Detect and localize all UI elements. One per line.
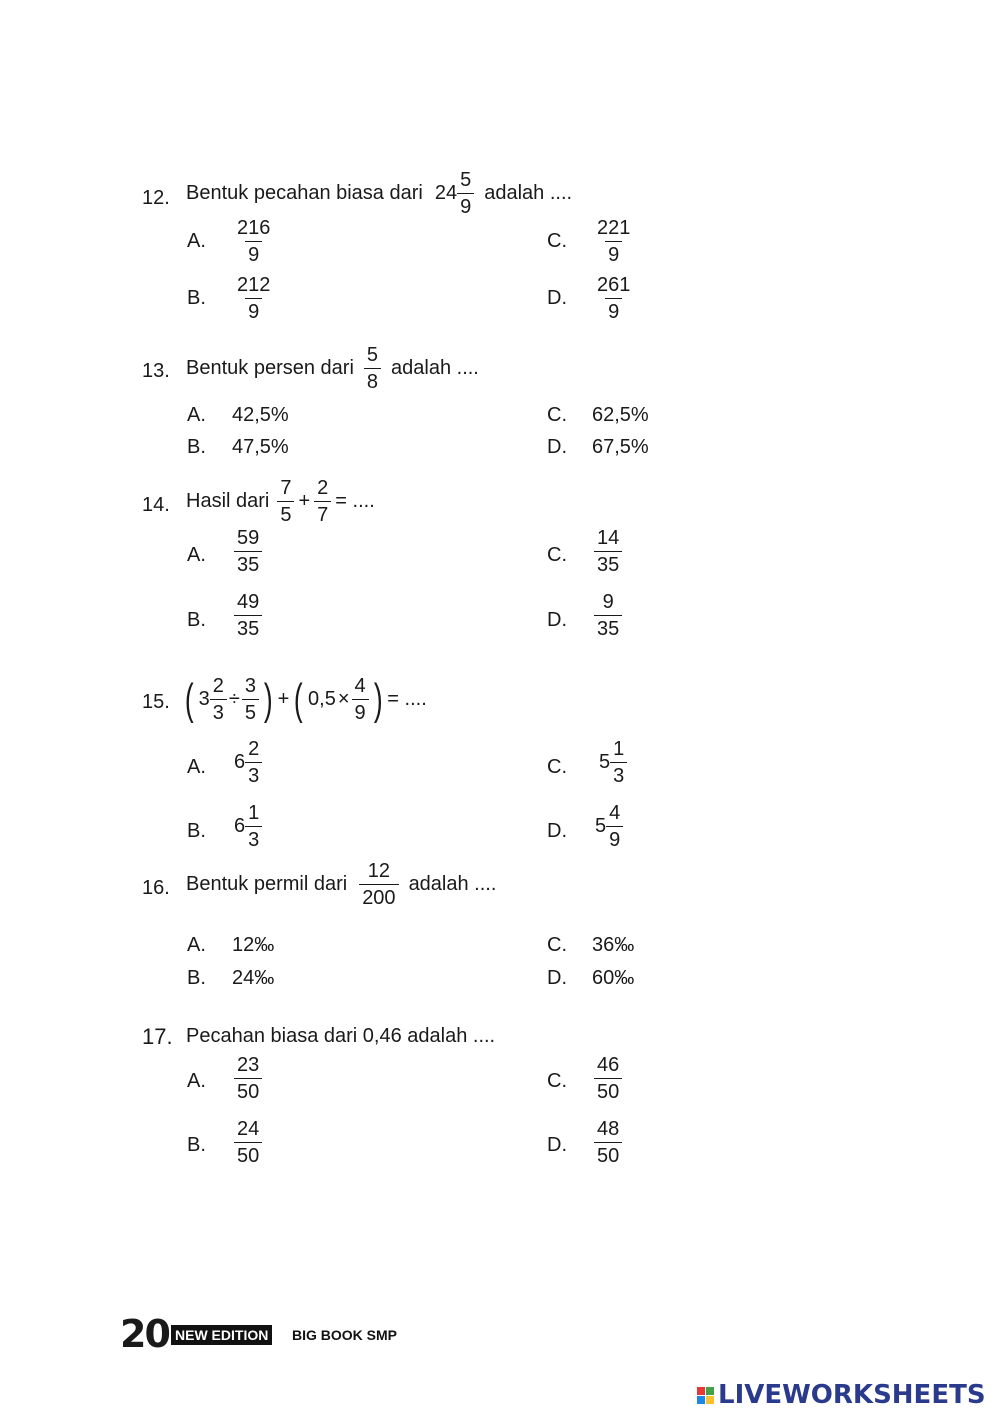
question-12-prefix: Bentuk pecahan biasa dari — [186, 182, 423, 204]
liveworksheets-text: LIVEWORKSHEETS — [718, 1380, 986, 1410]
q17-option-c-fraction[interactable]: $\frac{46}{50}$ — [594, 1055, 622, 1102]
question-15-number: 15. — [142, 691, 170, 713]
q16-option-a-letter[interactable]: A. — [187, 934, 206, 956]
edition-badge: NEW EDITION — [171, 1325, 272, 1345]
q14-option-b-fraction[interactable]: $\frac{49}{35}$ — [234, 592, 262, 639]
q17-option-c-letter[interactable]: C. — [547, 1070, 567, 1092]
question-12-number: 12. — [142, 187, 170, 209]
q16-option-d-text[interactable]: 60‰ — [592, 967, 635, 989]
question-17-number: 17. — [142, 1024, 173, 1049]
q13-option-a-letter[interactable]: A. — [187, 404, 206, 426]
q17-option-a-fraction[interactable]: $\frac{23}{50}$ — [234, 1055, 262, 1102]
q14-option-c-letter[interactable]: C. — [547, 544, 567, 566]
question-13-number: 13. — [142, 360, 170, 382]
q15-option-c-letter[interactable]: C. — [547, 756, 567, 778]
q15-option-b-letter[interactable]: B. — [187, 820, 206, 842]
q14-option-a-letter[interactable]: A. — [187, 544, 206, 566]
q14-option-d-fraction[interactable]: $\frac{9}{35}$ — [594, 592, 622, 639]
q13-option-d-text[interactable]: 67,5% — [592, 436, 649, 458]
q12-option-d-letter[interactable]: D. — [547, 287, 567, 309]
q17-option-d-letter[interactable]: D. — [547, 1134, 567, 1156]
q14-option-c-fraction[interactable]: $\frac{14}{35}$ — [594, 528, 622, 575]
liveworksheets-logo[interactable] — [697, 1380, 986, 1410]
q12-option-d-fraction[interactable]: $\frac{261}{9}$ — [597, 274, 631, 323]
q16-option-c-text[interactable]: 36‰ — [592, 934, 635, 956]
question-12-mixed-number: 24 $\frac{5}{9}$ — [435, 170, 474, 217]
q12-option-a-letter[interactable]: A. — [187, 230, 206, 252]
q14-option-d-letter[interactable]: D. — [547, 609, 567, 631]
q13-option-c-text[interactable]: 62,5% — [592, 404, 649, 426]
q13-option-b-letter[interactable]: B. — [187, 436, 206, 458]
q12-option-c-fraction[interactable]: $\frac{221}{9}$ — [597, 217, 631, 266]
book-title: BIG BOOK SMP — [292, 1327, 398, 1343]
q15-option-a-letter[interactable]: A. — [187, 756, 206, 778]
q15-option-d-mixed[interactable]: 5 $\frac{4}{9}$ — [595, 803, 623, 850]
q14-option-a-fraction[interactable]: $\frac{59}{35}$ — [234, 528, 262, 575]
question-15-expression: ( 3 $\frac{2}{3}$ ÷ $\frac{3}{5}$ ) + ( 0,5 × $\frac{4}{9}$ ) = .... — [184, 674, 427, 724]
q13-option-b-text[interactable]: 47,5% — [232, 436, 289, 458]
q13-option-c-letter[interactable]: C. — [547, 404, 567, 426]
question-17-text: Pecahan biasa dari 0,46 adalah .... — [186, 1025, 496, 1047]
q16-option-d-letter[interactable]: D. — [547, 967, 567, 989]
question-12-suffix: adalah .... — [484, 182, 573, 204]
question-14-text: Hasil dari $\frac{7}{5}$ + $\frac{2}{7}$ = .... — [186, 477, 375, 526]
q14-option-b-letter[interactable]: B. — [187, 609, 206, 631]
q15-option-a-mixed[interactable]: 6 $\frac{2}{3}$ — [234, 739, 262, 786]
q15-option-b-mixed[interactable]: 6 $\frac{1}{3}$ — [234, 803, 262, 850]
question-14-number: 14. — [142, 494, 170, 516]
question-13-fraction: $\frac{5}{8}$ — [364, 345, 381, 392]
q15-option-c-mixed[interactable]: 5 $\frac{1}{3}$ — [599, 739, 627, 786]
q16-option-b-text[interactable]: 24‰ — [232, 967, 275, 989]
page-number: 20 — [120, 1312, 169, 1356]
question-16-fraction: $\frac{12}{200}$ — [359, 861, 398, 908]
q16-option-c-letter[interactable]: C. — [547, 934, 567, 956]
question-16-number: 16. — [142, 877, 170, 899]
q17-option-d-fraction[interactable]: $\frac{48}{50}$ — [594, 1119, 622, 1166]
q15-option-d-letter[interactable]: D. — [547, 820, 567, 842]
q13-option-a-text[interactable]: 42,5% — [232, 404, 289, 426]
q16-option-b-letter[interactable]: B. — [187, 967, 206, 989]
q12-option-c-letter[interactable]: C. — [547, 230, 567, 252]
question-13-text: Bentuk persen dari $\frac{5}{8}$ adalah .... — [186, 344, 479, 393]
q16-option-a-text[interactable]: 12‰ — [232, 934, 275, 956]
q17-option-b-letter[interactable]: B. — [187, 1134, 206, 1156]
q12-option-b-letter[interactable]: B. — [187, 287, 206, 309]
question-12-text — [186, 170, 572, 217]
q12-option-a-fraction[interactable]: $\frac{216}{9}$ — [237, 217, 271, 266]
q12-option-b-fraction[interactable]: $\frac{212}{9}$ — [237, 274, 271, 323]
q17-option-b-fraction[interactable]: $\frac{24}{50}$ — [234, 1119, 262, 1166]
q17-option-a-letter[interactable]: A. — [187, 1070, 206, 1092]
q13-option-d-letter[interactable]: D. — [547, 436, 567, 458]
question-16-text: Bentuk permil dari $\frac{12}{200}$ adalah .... — [186, 860, 497, 909]
liveworksheets-icon — [697, 1387, 714, 1404]
